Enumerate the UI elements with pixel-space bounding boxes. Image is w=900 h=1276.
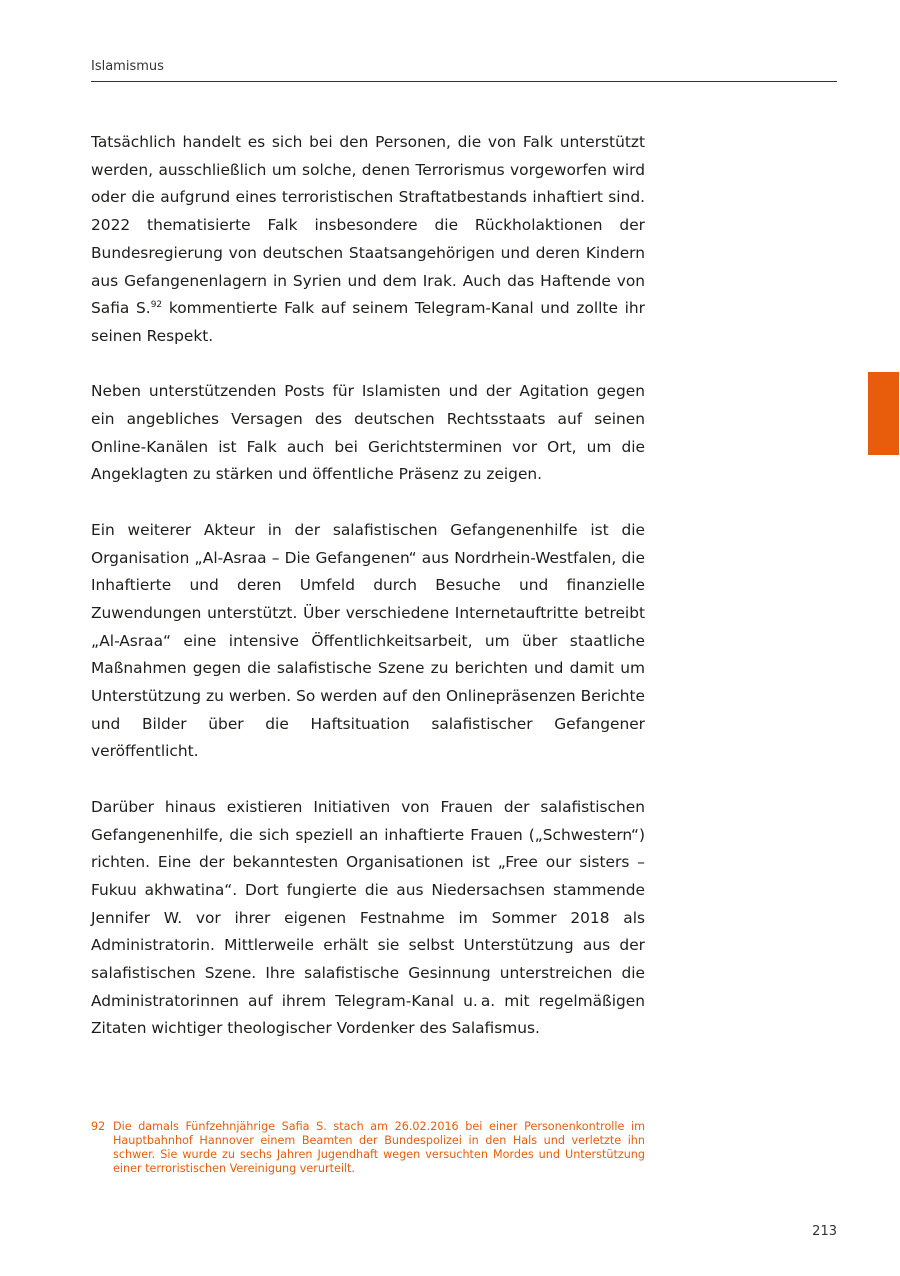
- footnote-reference[interactable]: 92: [150, 300, 163, 311]
- paragraph-1-text-continued: kommentierte Falk auf seinem Telegram-Kanal und zollte ihr seinen Respekt.: [91, 299, 645, 345]
- main-body-text: [91, 129, 645, 1043]
- footnote-92: [91, 1120, 645, 1176]
- paragraph-1-text: Tatsächlich handelt es sich bei den Personen, die von Falk unterstützt werden, ausschließlich um solche, denen Terrorismus vorgeworfen wird oder die aufgrund eines terroristischen Straftatbestands inhaftiert sind. 2022 thematisierte Falk insbesondere die Rückholaktionen der Bundesregierung von deutschen Staatsangehörigen und deren Kindern aus Gefangenenlagern in Syrien und dem Irak. Auch das Haftende von Safia S.: [91, 133, 645, 318]
- paragraph-2: Neben unterstützenden Posts für Islamisten und der Agitation gegen ein angebliches Versagen des deutschen Rechtsstaats auf seinen Online-Kanälen ist Falk auch bei Gerichtsterminen vor Ort, um die Angeklagten zu stärken und öffentliche Präsenz zu zeigen.: [91, 382, 645, 484]
- page-number: 213: [812, 1224, 837, 1239]
- paragraph-3: Ein weiterer Akteur in der salafistischen Gefangenenhilfe ist die Organisation „Al-Asraa – Die Gefangenen“ aus Nordrhein-Westfalen, die Inhaftierte und deren Umfeld durch Besuche und finanzielle Zuwendungen unterstützt. Über verschiedene Internetauftritte betreibt „Al-Asraa“ eine intensive Öffentlichkeitsarbeit, um über staatliche Maßnahmen gegen die salafistische Szene zu berichten und damit um Unterstützung zu werben. So werden auf den Onlinepräsenzen Berichte und Bilder über die Haftsituation salafistischer Gefangener veröffentlicht.: [91, 520, 645, 761]
- footnote-number: 92: [91, 1120, 106, 1133]
- header-rule: [91, 81, 837, 82]
- paragraph-4: Darüber hinaus existieren Initiativen von Frauen der salafistischen Gefangenenhilfe, die sich speziell an inhaftierte Frauen („Schwestern“) richten. Eine der bekanntesten Organisationen ist „Free our sisters – Fukuu akhwatina“. Dort fungierte die aus Niedersachsen stammende Jennifer W. vor ihrer eigenen Festnahme im Sommer 2018 als Administratorin. Mittlerweile erhält sie selbst Unterstützung aus der salafistischen Szene. Ihre salafistische Gesinnung unterstreichen die Administratorinnen auf ihrem Telegram-Kanal u. a. mit regelmäßigen Zitaten wichtiger theologischer Vordenker des Salafismus.: [91, 797, 645, 1038]
- chapter-tab-marker: [868, 372, 899, 455]
- running-title: Islamismus: [91, 59, 164, 74]
- footnote-text: Die damals Fünfzehnjährige Safia S. stach am 26.02.2016 bei einer Personenkontrolle im Hauptbahnhof Hannover einem Beamten der Bundespolizei in den Hals und verletzte ihn schwer. Sie wurde zu sechs Jahren Jugendhaft wegen versuchten Mordes und Unterstützung einer terroristischen Vereinigung verurteilt.: [113, 1120, 645, 1175]
- paragraph-1: [91, 129, 645, 351]
